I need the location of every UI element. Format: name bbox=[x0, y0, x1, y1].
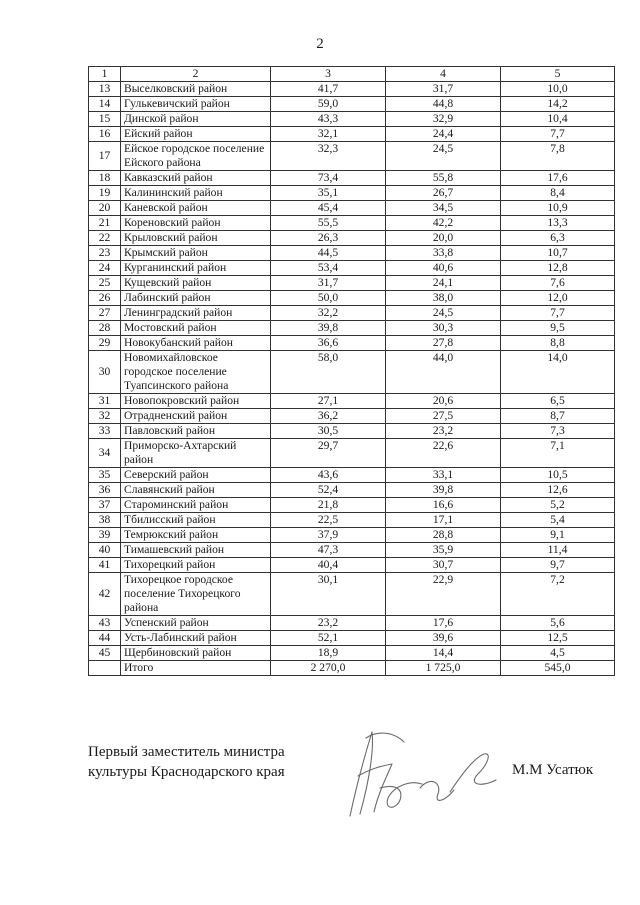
handwritten-signature bbox=[338, 718, 508, 833]
header-cell-5: 5 bbox=[501, 67, 615, 82]
district-name-cell: Павловский район bbox=[121, 424, 271, 439]
table-row bbox=[89, 246, 615, 261]
column-5-cell: 12,5 bbox=[501, 631, 615, 646]
district-name-cell: Тихорецкое городское поселение Тихорецкого района bbox=[121, 573, 271, 616]
district-name-cell: Крыловский район bbox=[121, 231, 271, 246]
column-4-cell: 30,7 bbox=[386, 558, 501, 573]
table-row bbox=[89, 171, 615, 186]
signatory-title bbox=[88, 742, 285, 782]
row-number-cell: 43 bbox=[89, 616, 121, 631]
column-5-cell: 17,6 bbox=[501, 171, 615, 186]
district-name-cell: Приморско-Ахтарский район bbox=[121, 439, 271, 468]
row-number-cell: 29 bbox=[89, 336, 121, 351]
column-3-cell: 52,1 bbox=[271, 631, 386, 646]
column-5-cell: 7,7 bbox=[501, 306, 615, 321]
header-cell-4: 4 bbox=[386, 67, 501, 82]
column-3-cell: 21,8 bbox=[271, 498, 386, 513]
column-3-cell: 36,2 bbox=[271, 409, 386, 424]
table-row bbox=[89, 216, 615, 231]
table-row bbox=[89, 351, 615, 394]
row-number-cell: 44 bbox=[89, 631, 121, 646]
district-name-cell: Новопокровский район bbox=[121, 394, 271, 409]
table-row bbox=[89, 468, 615, 483]
column-4-cell: 24,1 bbox=[386, 276, 501, 291]
table-row bbox=[89, 231, 615, 246]
district-name-cell: Темрюкский район bbox=[121, 528, 271, 543]
table-row bbox=[89, 394, 615, 409]
column-4-cell: 17,1 bbox=[386, 513, 501, 528]
signatory-title-line-1: Первый заместитель министра bbox=[88, 744, 285, 760]
row-number-cell: 27 bbox=[89, 306, 121, 321]
table-row bbox=[89, 127, 615, 142]
row-number-cell: 40 bbox=[89, 543, 121, 558]
column-5-cell: 5,6 bbox=[501, 616, 615, 631]
column-5-cell: 545,0 bbox=[501, 661, 615, 676]
row-number-cell bbox=[89, 661, 121, 676]
column-3-cell: 32,3 bbox=[271, 142, 386, 171]
row-number-cell: 22 bbox=[89, 231, 121, 246]
row-number-cell: 21 bbox=[89, 216, 121, 231]
table-row bbox=[89, 321, 615, 336]
district-name-cell: Тимашевский район bbox=[121, 543, 271, 558]
district-name-cell: Щербиновский район bbox=[121, 646, 271, 661]
column-4-cell: 39,6 bbox=[386, 631, 501, 646]
column-3-cell: 36,6 bbox=[271, 336, 386, 351]
signatory-name: М.М Усатюк bbox=[512, 762, 594, 778]
column-4-cell: 44,8 bbox=[386, 97, 501, 112]
table-row bbox=[89, 336, 615, 351]
column-4-cell: 32,9 bbox=[386, 112, 501, 127]
column-5-cell: 14,0 bbox=[501, 351, 615, 394]
signatory-title-line-2: культуры Краснодарского края bbox=[88, 764, 285, 780]
row-number-cell: 19 bbox=[89, 186, 121, 201]
column-3-cell: 27,1 bbox=[271, 394, 386, 409]
column-4-cell: 44,0 bbox=[386, 351, 501, 394]
column-4-cell: 24,5 bbox=[386, 142, 501, 171]
column-3-cell: 31,7 bbox=[271, 276, 386, 291]
row-number-cell: 30 bbox=[89, 351, 121, 394]
column-3-cell: 23,2 bbox=[271, 616, 386, 631]
table-row bbox=[89, 186, 615, 201]
table-row bbox=[89, 631, 615, 646]
column-4-cell: 27,5 bbox=[386, 409, 501, 424]
column-5-cell: 8,8 bbox=[501, 336, 615, 351]
row-number-cell: 28 bbox=[89, 321, 121, 336]
column-5-cell: 7,1 bbox=[501, 439, 615, 468]
district-name-cell: Успенский район bbox=[121, 616, 271, 631]
column-4-cell: 33,8 bbox=[386, 246, 501, 261]
row-number-cell: 41 bbox=[89, 558, 121, 573]
table-row bbox=[89, 201, 615, 216]
column-3-cell: 59,0 bbox=[271, 97, 386, 112]
column-3-cell: 52,4 bbox=[271, 483, 386, 498]
column-5-cell: 10,7 bbox=[501, 246, 615, 261]
row-number-cell: 37 bbox=[89, 498, 121, 513]
district-name-cell: Динской район bbox=[121, 112, 271, 127]
table-row bbox=[89, 483, 615, 498]
table-header-row bbox=[89, 67, 615, 82]
table-row bbox=[89, 573, 615, 616]
header-cell-3: 3 bbox=[271, 67, 386, 82]
district-name-cell: Ейский район bbox=[121, 127, 271, 142]
column-5-cell: 5,4 bbox=[501, 513, 615, 528]
column-4-cell: 30,3 bbox=[386, 321, 501, 336]
district-name-cell: Каневской район bbox=[121, 201, 271, 216]
column-4-cell: 28,8 bbox=[386, 528, 501, 543]
table-row bbox=[89, 82, 615, 97]
district-name-cell: Лабинский район bbox=[121, 291, 271, 306]
column-5-cell: 5,2 bbox=[501, 498, 615, 513]
column-3-cell: 2 270,0 bbox=[271, 661, 386, 676]
column-4-cell: 42,2 bbox=[386, 216, 501, 231]
district-name-cell: Славянский район bbox=[121, 483, 271, 498]
column-4-cell: 24,4 bbox=[386, 127, 501, 142]
column-5-cell: 7,3 bbox=[501, 424, 615, 439]
table-row bbox=[89, 498, 615, 513]
row-number-cell: 26 bbox=[89, 291, 121, 306]
column-5-cell: 8,4 bbox=[501, 186, 615, 201]
column-3-cell: 73,4 bbox=[271, 171, 386, 186]
column-3-cell: 18,9 bbox=[271, 646, 386, 661]
column-3-cell: 32,1 bbox=[271, 127, 386, 142]
column-3-cell: 44,5 bbox=[271, 246, 386, 261]
district-name-cell: Тбилисский район bbox=[121, 513, 271, 528]
table-row bbox=[89, 646, 615, 661]
column-4-cell: 40,6 bbox=[386, 261, 501, 276]
table-row bbox=[89, 291, 615, 306]
column-4-cell: 26,7 bbox=[386, 186, 501, 201]
row-number-cell: 15 bbox=[89, 112, 121, 127]
district-name-cell: Ейское городское поселение Ейского района bbox=[121, 142, 271, 171]
column-5-cell: 12,8 bbox=[501, 261, 615, 276]
column-5-cell: 12,0 bbox=[501, 291, 615, 306]
column-5-cell: 11,4 bbox=[501, 543, 615, 558]
column-3-cell: 22,5 bbox=[271, 513, 386, 528]
column-5-cell: 7,6 bbox=[501, 276, 615, 291]
column-3-cell: 58,0 bbox=[271, 351, 386, 394]
column-5-cell: 9,1 bbox=[501, 528, 615, 543]
row-number-cell: 39 bbox=[89, 528, 121, 543]
allocation-table bbox=[88, 66, 615, 676]
column-5-cell: 14,2 bbox=[501, 97, 615, 112]
row-number-cell: 42 bbox=[89, 573, 121, 616]
district-name-cell: Староминский район bbox=[121, 498, 271, 513]
row-number-cell: 25 bbox=[89, 276, 121, 291]
column-3-cell: 41,7 bbox=[271, 82, 386, 97]
column-3-cell: 53,4 bbox=[271, 261, 386, 276]
column-5-cell: 6,3 bbox=[501, 231, 615, 246]
district-name-cell: Северский район bbox=[121, 468, 271, 483]
column-4-cell: 39,8 bbox=[386, 483, 501, 498]
column-5-cell: 10,4 bbox=[501, 112, 615, 127]
column-4-cell: 16,6 bbox=[386, 498, 501, 513]
row-number-cell: 36 bbox=[89, 483, 121, 498]
row-number-cell: 24 bbox=[89, 261, 121, 276]
column-5-cell: 7,2 bbox=[501, 573, 615, 616]
row-number-cell: 45 bbox=[89, 646, 121, 661]
district-name-cell: Калининский район bbox=[121, 186, 271, 201]
column-5-cell: 10,5 bbox=[501, 468, 615, 483]
column-4-cell: 22,9 bbox=[386, 573, 501, 616]
district-name-cell: Крымский район bbox=[121, 246, 271, 261]
row-number-cell: 20 bbox=[89, 201, 121, 216]
district-name-cell: Кавказский район bbox=[121, 171, 271, 186]
row-number-cell: 31 bbox=[89, 394, 121, 409]
column-3-cell: 40,4 bbox=[271, 558, 386, 573]
district-name-cell: Кущевский район bbox=[121, 276, 271, 291]
column-5-cell: 13,3 bbox=[501, 216, 615, 231]
row-number-cell: 16 bbox=[89, 127, 121, 142]
column-3-cell: 35,1 bbox=[271, 186, 386, 201]
district-name-cell: Усть-Лабинский район bbox=[121, 631, 271, 646]
column-4-cell: 33,1 bbox=[386, 468, 501, 483]
row-number-cell: 33 bbox=[89, 424, 121, 439]
column-5-cell: 12,6 bbox=[501, 483, 615, 498]
district-name-cell: Отрадненский район bbox=[121, 409, 271, 424]
column-3-cell: 50,0 bbox=[271, 291, 386, 306]
table-row bbox=[89, 306, 615, 321]
column-4-cell: 31,7 bbox=[386, 82, 501, 97]
row-number-cell: 13 bbox=[89, 82, 121, 97]
district-name-cell: Курганинский район bbox=[121, 261, 271, 276]
district-name-cell: Итого bbox=[121, 661, 271, 676]
column-4-cell: 27,8 bbox=[386, 336, 501, 351]
column-4-cell: 20,6 bbox=[386, 394, 501, 409]
header-cell-1: 1 bbox=[89, 67, 121, 82]
table-row bbox=[89, 142, 615, 171]
district-name-cell: Мостовский район bbox=[121, 321, 271, 336]
column-3-cell: 47,3 bbox=[271, 543, 386, 558]
district-name-cell: Гулькевичский район bbox=[121, 97, 271, 112]
column-5-cell: 8,7 bbox=[501, 409, 615, 424]
district-name-cell: Кореновский район bbox=[121, 216, 271, 231]
column-4-cell: 23,2 bbox=[386, 424, 501, 439]
column-3-cell: 55,5 bbox=[271, 216, 386, 231]
table-row bbox=[89, 616, 615, 631]
district-name-cell: Выселковский район bbox=[121, 82, 271, 97]
table-row bbox=[89, 513, 615, 528]
page-number: 2 bbox=[316, 36, 324, 52]
table-row bbox=[89, 276, 615, 291]
column-4-cell: 55,8 bbox=[386, 171, 501, 186]
column-4-cell: 34,5 bbox=[386, 201, 501, 216]
column-3-cell: 37,9 bbox=[271, 528, 386, 543]
column-3-cell: 29,7 bbox=[271, 439, 386, 468]
row-number-cell: 32 bbox=[89, 409, 121, 424]
column-3-cell: 45,4 bbox=[271, 201, 386, 216]
column-3-cell: 26,3 bbox=[271, 231, 386, 246]
header-cell-2: 2 bbox=[121, 67, 271, 82]
table-row bbox=[89, 261, 615, 276]
column-3-cell: 43,6 bbox=[271, 468, 386, 483]
row-number-cell: 35 bbox=[89, 468, 121, 483]
district-name-cell: Новокубанский район bbox=[121, 336, 271, 351]
table-row bbox=[89, 439, 615, 468]
column-4-cell: 1 725,0 bbox=[386, 661, 501, 676]
column-4-cell: 17,6 bbox=[386, 616, 501, 631]
table-row bbox=[89, 97, 615, 112]
table-body bbox=[89, 67, 615, 676]
column-5-cell: 6,5 bbox=[501, 394, 615, 409]
row-number-cell: 23 bbox=[89, 246, 121, 261]
district-name-cell: Новомихайловское городское поселение Туапсинского района bbox=[121, 351, 271, 394]
column-5-cell: 10,0 bbox=[501, 82, 615, 97]
row-number-cell: 14 bbox=[89, 97, 121, 112]
column-3-cell: 30,1 bbox=[271, 573, 386, 616]
column-5-cell: 7,8 bbox=[501, 142, 615, 171]
table-row bbox=[89, 528, 615, 543]
column-5-cell: 10,9 bbox=[501, 201, 615, 216]
column-5-cell: 9,5 bbox=[501, 321, 615, 336]
column-5-cell: 7,7 bbox=[501, 127, 615, 142]
column-4-cell: 20,0 bbox=[386, 231, 501, 246]
table-row bbox=[89, 543, 615, 558]
table-row bbox=[89, 661, 615, 676]
column-3-cell: 30,5 bbox=[271, 424, 386, 439]
row-number-cell: 18 bbox=[89, 171, 121, 186]
table-row bbox=[89, 558, 615, 573]
column-4-cell: 24,5 bbox=[386, 306, 501, 321]
column-3-cell: 32,2 bbox=[271, 306, 386, 321]
row-number-cell: 38 bbox=[89, 513, 121, 528]
column-5-cell: 9,7 bbox=[501, 558, 615, 573]
column-4-cell: 22,6 bbox=[386, 439, 501, 468]
column-3-cell: 43,3 bbox=[271, 112, 386, 127]
column-4-cell: 35,9 bbox=[386, 543, 501, 558]
table-row bbox=[89, 409, 615, 424]
column-4-cell: 38,0 bbox=[386, 291, 501, 306]
column-5-cell: 4,5 bbox=[501, 646, 615, 661]
table-row bbox=[89, 424, 615, 439]
column-4-cell: 14,4 bbox=[386, 646, 501, 661]
district-name-cell: Ленинградский район bbox=[121, 306, 271, 321]
table-row bbox=[89, 112, 615, 127]
row-number-cell: 17 bbox=[89, 142, 121, 171]
row-number-cell: 34 bbox=[89, 439, 121, 468]
district-name-cell: Тихорецкий район bbox=[121, 558, 271, 573]
column-3-cell: 39,8 bbox=[271, 321, 386, 336]
